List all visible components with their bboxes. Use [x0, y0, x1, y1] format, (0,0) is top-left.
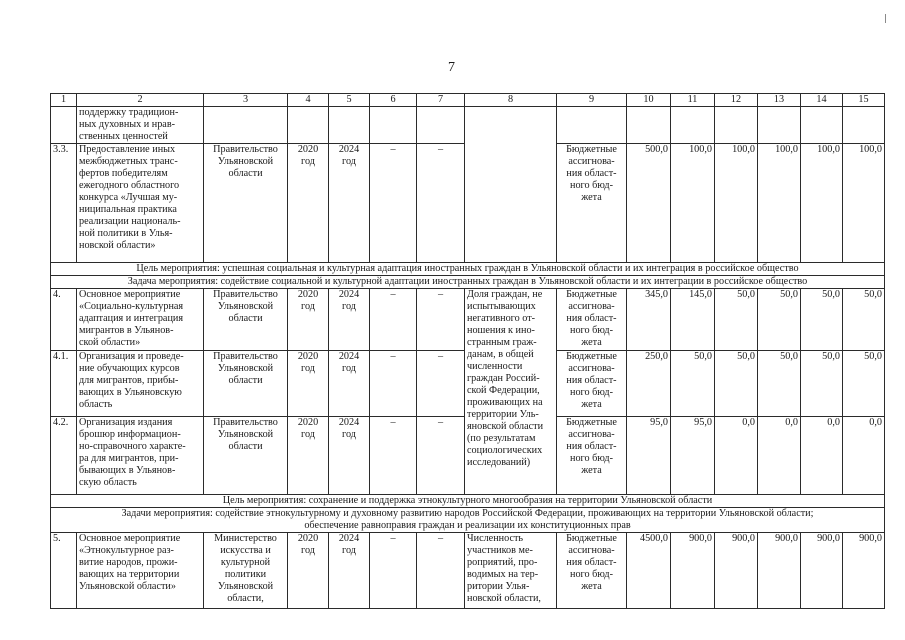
end-year: 2024 год — [329, 144, 370, 263]
column-number: 15 — [843, 94, 885, 107]
amount-total: 250,0 — [627, 351, 671, 417]
responsible-body: Правительство Ульяновской области — [204, 144, 288, 263]
amount-2020: 100,0 — [671, 144, 715, 263]
responsible-body: Правительство Ульяновской области — [204, 289, 288, 351]
measure-name: Организация издания брошюр информацион- но-справочного характе- ра для мигрантов, при- бывающих в Ульянов- скую область — [77, 417, 204, 495]
row-number: 4.1. — [51, 351, 77, 417]
task-text — [51, 508, 885, 533]
amount-total: 95,0 — [627, 417, 671, 495]
dash-cell: – — [417, 533, 465, 609]
amount-2021: 50,0 — [715, 351, 758, 417]
column-number: 5 — [329, 94, 370, 107]
row-number: 3.3. — [51, 144, 77, 263]
indicator-cell — [465, 107, 557, 263]
goal-text: Цель мероприятия: успешная социальная и культурная адаптация иностранных граждан в Ульяновской области и их интеграция в российское общество — [51, 263, 885, 276]
column-number: 8 — [465, 94, 557, 107]
amount-2022: 0,0 — [758, 417, 801, 495]
indicator-text: Численность участников ме- роприятий, про- водимых на тер- ритории Улья- новской области, — [465, 533, 557, 609]
start-year: 2020 год — [288, 144, 329, 263]
amount-2023: 50,0 — [801, 351, 843, 417]
row-number: 4. — [51, 289, 77, 351]
responsible-body: Правительство Ульяновской области — [204, 351, 288, 417]
amount-2020: 900,0 — [671, 533, 715, 609]
task-text-line: Задачи мероприятия: содействие этнокультурному и духовному развитию народов Российской Федерации, проживающих на территории Ульяновской области; — [121, 508, 814, 519]
task-text: Задача мероприятия: содействие социальной и культурной адаптации иностранных граждан в Ульяновской области и их интеграции в российское общество — [51, 276, 885, 289]
column-number: 9 — [557, 94, 627, 107]
dash-cell: – — [370, 533, 417, 609]
task-row — [51, 508, 885, 533]
amount-2023: 50,0 — [801, 289, 843, 351]
amount-2024: 900,0 — [843, 533, 885, 609]
amount-2023: 100,0 — [801, 144, 843, 263]
dash-cell: – — [417, 289, 465, 351]
measure-name: Основное мероприятие «Этнокультурное раз- витие народов, прожи- вающих на территории Ульяновской области» — [77, 533, 204, 609]
funding-source: Бюджетные ассигнова- ния област- ного бюд- жета — [557, 289, 627, 351]
column-number-row — [51, 94, 885, 107]
row-number: 5. — [51, 533, 77, 609]
column-number: 14 — [801, 94, 843, 107]
amount-total: 4500,0 — [627, 533, 671, 609]
funding-source: Бюджетные ассигнова- ния област- ного бюд- жета — [557, 417, 627, 495]
amount-2020: 145,0 — [671, 289, 715, 351]
start-year: 2020 год — [288, 533, 329, 609]
page-number: 7 — [448, 60, 455, 75]
column-number: 10 — [627, 94, 671, 107]
end-year: 2024 год — [329, 351, 370, 417]
measure-name: Предоставление иных межбюджетных транс- фертов победителям ежегодного областного конкурса «Лучшая му- ниципальная практика реализации националь- ной политики в Улья- новской области» — [77, 144, 204, 263]
indicator-text: Доля граждан, не испытывающих негативного от- ношения к ино- странным граж- данам, в общей численности граждан Россий- ской Федерации, проживающих на территории Уль- яновской области (по результатам социологических исследований) — [465, 289, 557, 495]
goal-row — [51, 495, 885, 508]
column-number: 7 — [417, 94, 465, 107]
scan-artifact — [885, 14, 886, 23]
amount-2024: 0,0 — [843, 417, 885, 495]
funding-source: Бюджетные ассигнова- ния област- ного бюд- жета — [557, 144, 627, 263]
dash-cell: – — [417, 351, 465, 417]
goal-text: Цель мероприятия: сохранение и поддержка этнокультурного многообразия на территории Ульяновской области — [51, 495, 885, 508]
amount-2021: 100,0 — [715, 144, 758, 263]
amount-2024: 50,0 — [843, 289, 885, 351]
measure-name: Организация и проведе- ние обучающих курсов для мигрантов, прибы- вающих в Ульяновскую область — [77, 351, 204, 417]
amount-2023: 0,0 — [801, 417, 843, 495]
funding-source: Бюджетные ассигнова- ния област- ного бюд- жета — [557, 533, 627, 609]
end-year: 2024 год — [329, 289, 370, 351]
start-year: 2020 год — [288, 289, 329, 351]
amount-2024: 50,0 — [843, 351, 885, 417]
table-row — [51, 289, 885, 351]
amount-2021: 900,0 — [715, 533, 758, 609]
goal-row — [51, 263, 885, 276]
responsible-body: Правительство Ульяновской области — [204, 417, 288, 495]
end-year: 2024 год — [329, 533, 370, 609]
amount-2024: 100,0 — [843, 144, 885, 263]
task-row — [51, 276, 885, 289]
measure-name: Основное мероприятие «Социально-культурная адаптация и интеграция мигрантов в Ульянов- ской области» — [77, 289, 204, 351]
start-year: 2020 год — [288, 351, 329, 417]
amount-2022: 50,0 — [758, 289, 801, 351]
task-text-line: обеспечение равноправия граждан и реализации их конституционных прав — [304, 520, 631, 531]
start-year: 2020 год — [288, 417, 329, 495]
dash-cell: – — [370, 417, 417, 495]
measures-table — [50, 93, 885, 609]
dash-cell: – — [370, 144, 417, 263]
column-number: 4 — [288, 94, 329, 107]
column-number: 12 — [715, 94, 758, 107]
table-row — [51, 107, 885, 144]
column-number: 11 — [671, 94, 715, 107]
amount-2022: 50,0 — [758, 351, 801, 417]
amount-2023: 900,0 — [801, 533, 843, 609]
dash-cell: – — [370, 289, 417, 351]
column-number: 13 — [758, 94, 801, 107]
table-row — [51, 533, 885, 609]
amount-2021: 50,0 — [715, 289, 758, 351]
amount-total: 500,0 — [627, 144, 671, 263]
column-number: 3 — [204, 94, 288, 107]
amount-2022: 900,0 — [758, 533, 801, 609]
amount-2020: 50,0 — [671, 351, 715, 417]
column-number: 1 — [51, 94, 77, 107]
end-year: 2024 год — [329, 417, 370, 495]
amount-2021: 0,0 — [715, 417, 758, 495]
amount-2020: 95,0 — [671, 417, 715, 495]
column-number: 6 — [370, 94, 417, 107]
amount-2022: 100,0 — [758, 144, 801, 263]
dash-cell: – — [370, 351, 417, 417]
dash-cell: – — [417, 417, 465, 495]
responsible-body: Министерство искусства и культурной политики Ульяновской области, — [204, 533, 288, 609]
amount-total: 345,0 — [627, 289, 671, 351]
column-number: 2 — [77, 94, 204, 107]
dash-cell: – — [417, 144, 465, 263]
row-number: 4.2. — [51, 417, 77, 495]
measure-name: поддержку традицион- ных духовных и нрав- ственных ценностей — [77, 107, 204, 144]
funding-source: Бюджетные ассигнова- ния област- ного бюд- жета — [557, 351, 627, 417]
